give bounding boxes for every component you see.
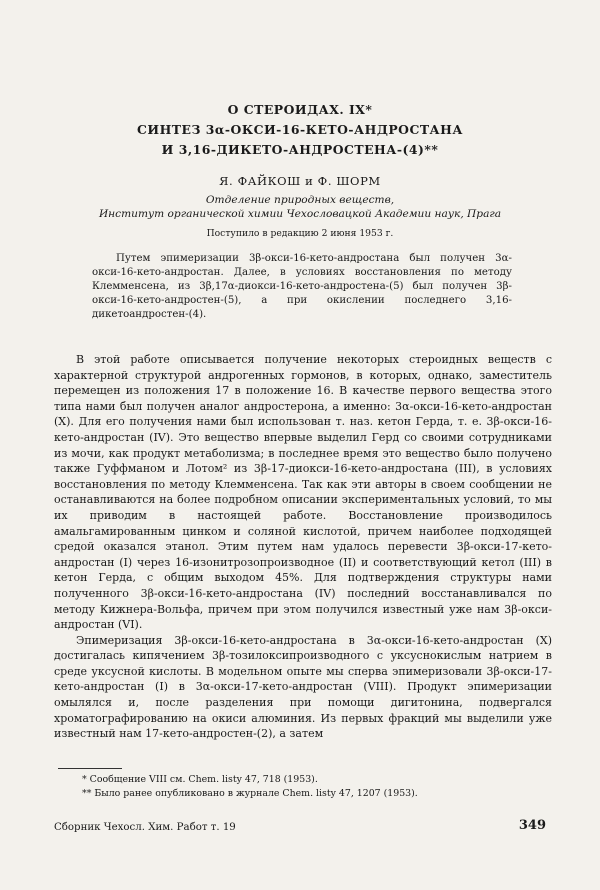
abstract <box>92 252 512 322</box>
series-title: О СТЕРОИДАХ. IX* <box>227 102 373 117</box>
body-paragraph-1: В этой работе описывается получение некоторых стероидных веществ с характерной структурой андрогенных гормонов, в которых, однако, заместитель перемещен из положения 17 в положение 16. В качестве первого вещества этого типа нами был получен аналог андростерона, а именно: 3α-окси-16-кето-андростан (X). Для его получения нами был использован т. наз. кетон Герда, т. е. 3β-окси-16-кето-андростан (IV). Это вещество впервые выделил Герд со своими сотрудниками из мочи, как продукт метаболизма; в последнее время это вещество было получено также Гуффманом и Лотом² из 3β-17-диокси-16-кето-андростана (III), в условиях восстановления по методу Клемменсена. Так как эти авторы в своем сообщении не останавливаются на более подробном описании экспериментальных условий, то мы их приводим в настоящей работе. Восстановление производилось амальгамированным цинком и соляной кислотой, причем наиболее подходящей средой оказался этанол. Этим путем нам удалось перевести 3β-окси-17-кето-андростан (I) через 16-изонитрозопроизводное (II) и соответствующий кетол (III) в кетон Герда, с общим выходом 45%. Для подтверждения структуры нами полученного 3β-окси-16-кето-андростана (IV) последний восстанавливался по методу Кижнера-Вольфа, причем при этом получился известный уже нам 3β-окси-андростан (VI). <box>54 353 552 632</box>
affiliation-institute: Институт органической химии Чехословацкой Академии наук, Прага <box>98 208 502 220</box>
footnotes <box>58 773 538 801</box>
journal-footer: Сборник Чехосл. Хим. Работ т. 19 <box>54 822 236 833</box>
body-text <box>54 352 552 742</box>
received-date: Поступило в редакцию 2 июня 1953 г. <box>206 228 394 239</box>
page-number: 349 <box>518 818 546 833</box>
paper-title-line-2: И 3,16-ДИКЕТО-АНДРОСТЕНА-(4)** <box>161 142 439 157</box>
abstract-text: Путем эпимеризации 3β-окси-16-кето-андростана был получен 3α-окси-16-кето-андростан. Далее, в условиях восстановления по методу Клемменсена, из 3β,17α-диокси-16-кето-андростена-(5) был получен 3β-окси-16-кето-андростен-(5), а при окислении последнего 3,16-дикетоандростен-(4). <box>92 253 512 320</box>
title-block <box>0 100 600 160</box>
paper-title-line-1: СИНТЕЗ 3α-ОКСИ-16-КЕТО-АНДРОСТАНА <box>137 122 463 137</box>
footnote-1: * Сообщение VIII см. Chem. listy 47, 718 (1953). <box>82 774 318 785</box>
footnote-2: ** Было ранее опубликовано в журнале Chem. listy 47, 1207 (1953). <box>82 788 418 799</box>
footnote-divider <box>58 768 122 769</box>
affiliation-department: Отделение природных веществ, <box>205 194 395 206</box>
authors: Я. ФАЙКОШ и Ф. ШОРМ <box>219 174 381 188</box>
body-paragraph-2: Эпимеризация 3β-окси-16-кето-андростана в 3α-окси-16-кето-андростан (X) достигалась кипячением 3β-тозилоксипроизводного с уксуснокислым натрием в среде уксусной кислоты. В модельном опыте мы сперва эпимеризовали 3β-окси-17-кето-андростан (I) в 3α-окси-17-кето-андростан (VIII). Продукт эпимеризации омылялся и, после разделения при помощи дигитонина, подвергался хроматографированию на окиси алюминия. Из первых фракций мы выделили уже известный нам 17-кето-андростен-(2), а затем <box>54 633 552 741</box>
